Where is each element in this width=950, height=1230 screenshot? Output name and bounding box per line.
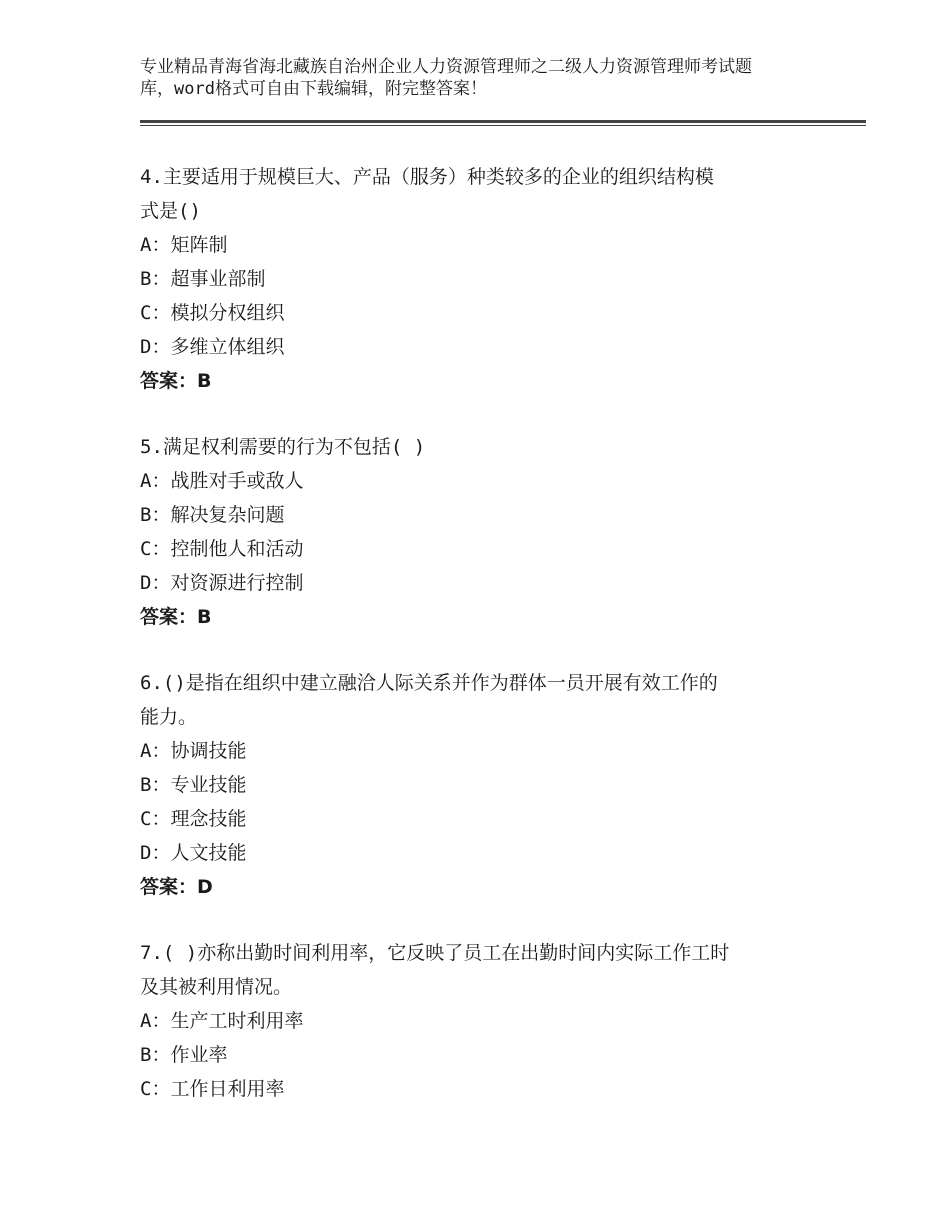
question-5: [140, 430, 830, 634]
option-a: A：矩阵制: [140, 234, 228, 256]
document-header: [140, 56, 830, 100]
question-stem-line: 式是(): [140, 200, 201, 222]
header-title-line-2: 库，word格式可自由下载编辑，附完整答案！: [140, 79, 487, 99]
option-c: C：理念技能: [140, 808, 247, 830]
option-d: D：多维立体组织: [140, 336, 285, 358]
question-stem-line: 4.主要适用于规模巨大、产品（服务）种类较多的企业的组织结构模: [140, 166, 714, 188]
option-a: A：战胜对手或敌人: [140, 470, 304, 492]
question-stem-line: 7.( )亦称出勤时间利用率，它反映了员工在出勤时间内实际工作工时: [140, 942, 730, 964]
option-c: C：工作日利用率: [140, 1078, 285, 1100]
option-a: A：协调技能: [140, 740, 247, 762]
option-b: B：解决复杂问题: [140, 504, 285, 526]
question-stem-line: 及其被利用情况。: [140, 976, 293, 998]
option-c: C：模拟分权组织: [140, 302, 285, 324]
question-7: [140, 936, 830, 1106]
question-stem-line: 5.满足权利需要的行为不包括( ): [140, 436, 426, 458]
option-b: B：超事业部制: [140, 268, 266, 290]
question-stem-line: 6.()是指在组织中建立融洽人际关系并作为群体一员开展有效工作的: [140, 672, 718, 694]
option-d: D：对资源进行控制: [140, 572, 304, 594]
question-6: [140, 666, 830, 904]
option-c: C：控制他人和活动: [140, 538, 304, 560]
header-divider-thin: [140, 125, 866, 126]
option-d: D：人文技能: [140, 842, 247, 864]
question-list: [140, 160, 830, 1138]
question-4: [140, 160, 830, 398]
header-divider-thick: [140, 120, 866, 123]
answer-line: 答案：B: [140, 606, 212, 628]
header-title-line-1: 专业精品青海省海北藏族自治州企业人力资源管理师之二级人力资源管理师考试题: [140, 57, 752, 77]
option-b: B：作业率: [140, 1044, 228, 1066]
question-stem-line: 能力。: [140, 706, 198, 728]
answer-line: 答案：D: [140, 876, 213, 898]
option-a: A：生产工时利用率: [140, 1010, 304, 1032]
answer-line: 答案：B: [140, 370, 212, 392]
option-b: B：专业技能: [140, 774, 247, 796]
